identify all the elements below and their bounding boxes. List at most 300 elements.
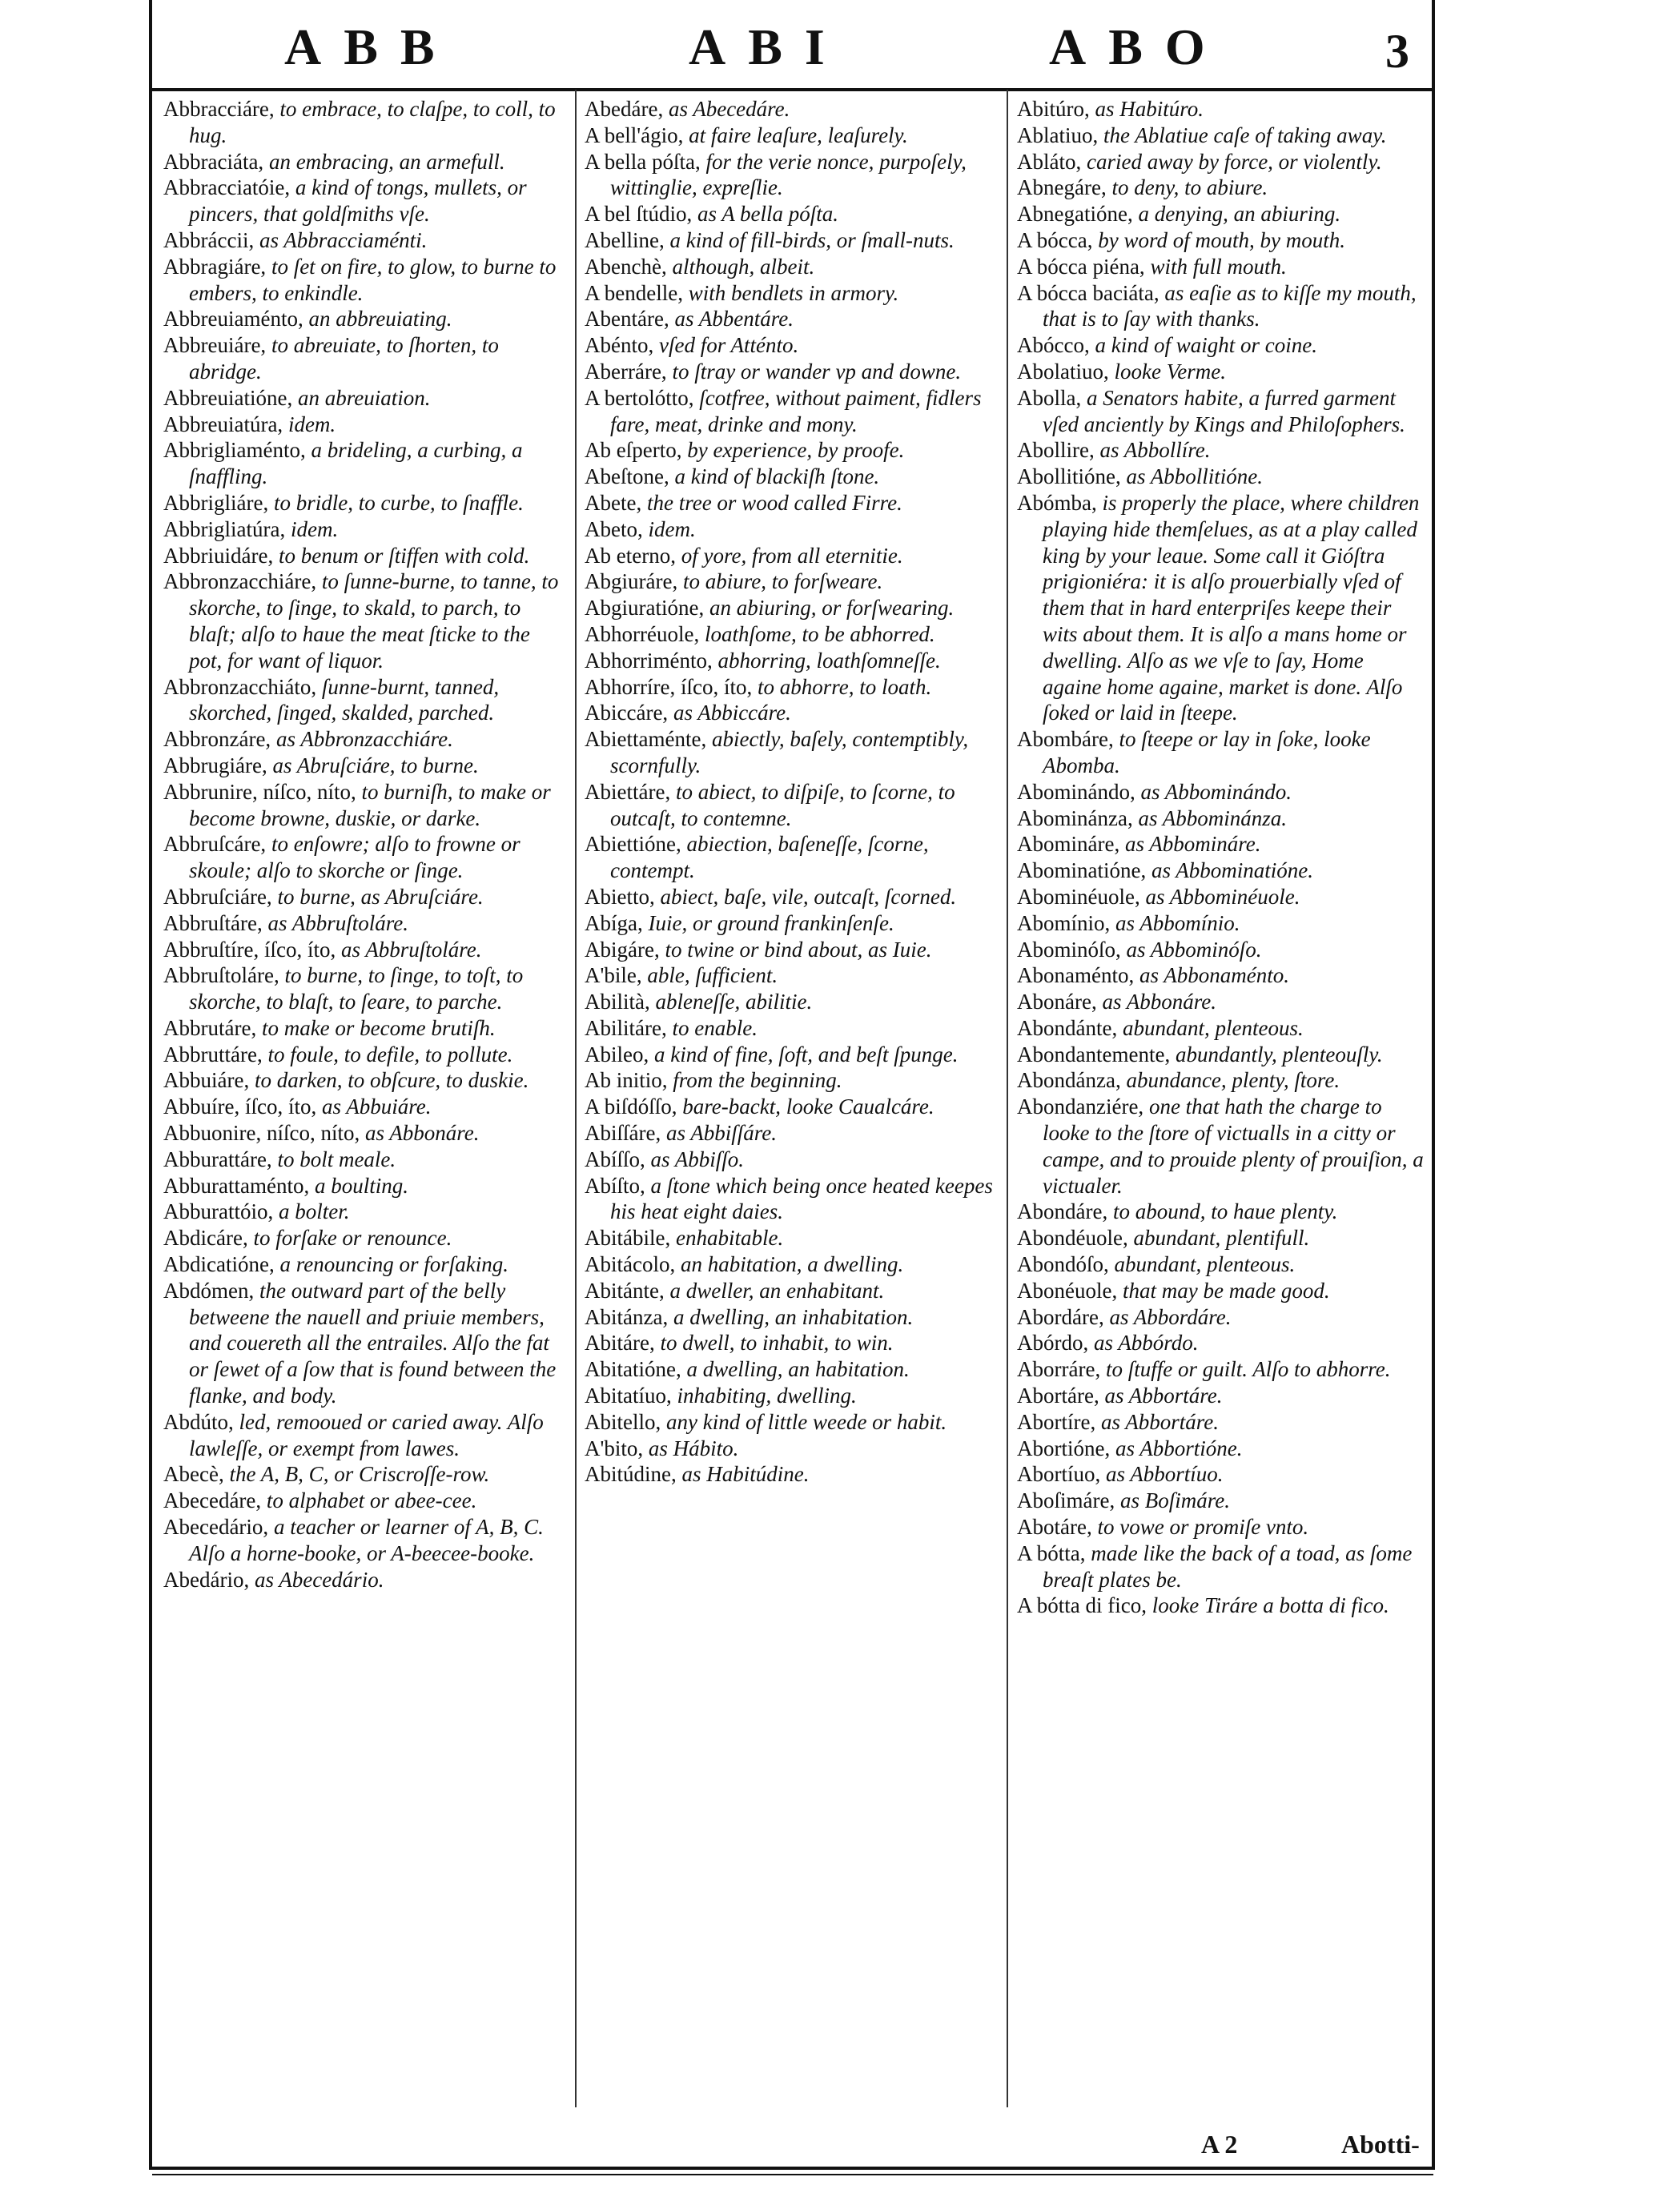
dictionary-entry <box>1017 779 1425 805</box>
dictionary-entry <box>163 227 564 254</box>
dictionary-entry <box>585 831 997 884</box>
dictionary-entry <box>163 1225 564 1251</box>
entry-headword: Abilitáre, <box>585 1015 667 1040</box>
entry-headword: Abiettáre, <box>585 779 671 804</box>
dictionary-entry <box>585 1120 997 1147</box>
dictionary-entry <box>1017 1488 1425 1514</box>
entry-headword: Abeto, <box>585 516 643 541</box>
dictionary-entry <box>585 437 997 464</box>
entry-headword: Abbrigliatúra, <box>163 516 286 541</box>
entry-headword: Abbrutáre, <box>163 1015 257 1040</box>
dictionary-entry <box>163 385 564 412</box>
dictionary-entry <box>1017 937 1425 963</box>
entry-definition: a dwelling, an habitation. <box>681 1357 910 1382</box>
dictionary-entry <box>1017 359 1425 385</box>
dictionary-entry <box>585 937 997 963</box>
entry-headword: Abitello, <box>585 1409 661 1434</box>
entry-definition: abundant, plenteous. <box>1117 1015 1304 1040</box>
dictionary-entry <box>1017 385 1425 438</box>
entry-definition: loathſome, to be abhorred. <box>699 621 935 646</box>
entry-definition: a dweller, an enhabitant. <box>664 1278 885 1303</box>
entry-definition: abiection, baſeneſſe, ſcorne, contempt. <box>610 832 929 883</box>
catchword: Abotti- <box>1341 2130 1420 2159</box>
entry-definition: as Abbortáre. <box>1099 1384 1223 1408</box>
entry-headword: Abitúro, <box>1017 97 1090 121</box>
entry-definition: as Abbordáre. <box>1103 1304 1232 1329</box>
dictionary-entry <box>1017 1540 1425 1593</box>
entry-definition: a kind of blackiſh ſtone. <box>669 464 880 489</box>
entry-headword: Abitatióne, <box>585 1357 681 1382</box>
entry-definition: is properly the place, where children playing hide themſelues, as at a play called king by your leaue. Some call it Gióſtra prigioniéra: it is alſo prouerbially vſed of them that in hard enterpriſes keepe their wits about them. It is alſo a mans home or dwelling. Alſo as we vſe to ſay, Home againe home againe, market is done. Alſo ſoked or laid in ſteepe. <box>1043 490 1420 725</box>
entry-headword: Ab initio, <box>585 1068 668 1093</box>
entry-headword: Abbuonire, níſco, níto, <box>163 1121 360 1146</box>
entry-headword: Abominatióne, <box>1017 858 1147 883</box>
entry-definition: at faire leaſure, leaſurely. <box>683 123 908 147</box>
entry-definition: to ſet on fire, to glow, to burne to embers, to enkindle. <box>189 254 557 305</box>
dictionary-entry <box>163 937 564 963</box>
entry-definition: abundantly, plenteouſly. <box>1170 1042 1383 1066</box>
entry-headword: Abondóſo, <box>1017 1252 1109 1277</box>
dictionary-entry <box>585 490 997 516</box>
entry-headword: Abedário, <box>163 1567 250 1592</box>
dictionary-entry <box>163 1488 564 1514</box>
entry-definition: that may be made good. <box>1117 1278 1330 1303</box>
entry-definition: a kind of fine, ſoft, and beſt ſpunge. <box>649 1042 959 1066</box>
entry-definition: to burne, to ſinge, to toſt, to skorche, to blaſt, to ſeare, to parche. <box>189 963 524 1014</box>
entry-headword: Abecè, <box>163 1462 224 1487</box>
entry-definition: a ſtone which being once heated keepes his heat eight daies. <box>610 1173 993 1224</box>
entry-headword: Abitácolo, <box>585 1252 676 1277</box>
entry-definition: a bolter. <box>273 1199 350 1224</box>
entry-definition: to embrace, to claſpe, to coll, to hug. <box>189 97 556 147</box>
dictionary-entry <box>1017 1436 1425 1462</box>
entry-headword: Abbrunire, níſco, níto, <box>163 779 356 804</box>
entry-definition: as Abbonaménto. <box>1134 963 1289 988</box>
dictionary-entry <box>585 254 997 280</box>
dictionary-entry <box>1017 464 1425 490</box>
dictionary-entry <box>585 1067 997 1094</box>
dictionary-entry <box>163 306 564 332</box>
entry-headword: Abdicatióne, <box>163 1252 275 1277</box>
entry-definition: to abhorre, to loath. <box>752 674 932 699</box>
dictionary-entry <box>585 227 997 254</box>
entry-definition: idem. <box>283 412 336 436</box>
entry-definition: an habitation, a dwelling. <box>675 1252 904 1277</box>
entry-definition: as Habitúro. <box>1089 97 1204 121</box>
entry-headword: Aborráre, <box>1017 1357 1101 1382</box>
entry-definition: as Abbiſſo. <box>645 1147 745 1171</box>
entry-headword: Abitatíuo, <box>585 1384 672 1408</box>
entry-headword: Abbruſtíre, íſco, íto, <box>163 937 336 962</box>
dictionary-entry <box>163 1094 564 1120</box>
entry-headword: Abominóſo, <box>1017 937 1121 962</box>
dictionary-entry <box>585 201 997 227</box>
entry-definition: to twine or bind about, as Iuie. <box>659 937 932 962</box>
entry-headword: Abhorríre, íſco, íto, <box>585 674 753 699</box>
entry-headword: Abondánza, <box>1017 1068 1121 1093</box>
dictionary-entry <box>163 254 564 307</box>
entry-definition: as Abbronzacchiáre. <box>271 727 453 752</box>
running-head-center: ABI <box>689 18 847 75</box>
entry-headword: Abitábile, <box>585 1226 671 1251</box>
footer-rule <box>152 2167 1433 2170</box>
entry-definition: for the verie nonce, purpoſely, wittinglie, expreſlie. <box>610 149 967 200</box>
dictionary-entry <box>1017 1514 1425 1540</box>
entry-definition: to burniſh, to make or become browne, duskie, or darke. <box>189 779 551 830</box>
entry-headword: Abominéuole, <box>1017 884 1140 909</box>
entry-definition: by word of mouth, by mouth. <box>1092 227 1345 252</box>
entry-headword: Abilità, <box>585 990 650 1014</box>
entry-headword: Abbruttáre, <box>163 1042 263 1066</box>
entry-definition: as Abbortáre. <box>1095 1409 1219 1434</box>
footer-rule-thin <box>152 2174 1433 2175</box>
entry-definition: with bendlets in armory. <box>682 280 899 305</box>
entry-headword: Abbragiáre, <box>163 254 267 279</box>
entry-headword: Abbruſcáre, <box>163 832 267 857</box>
column-2 <box>585 96 997 1488</box>
entry-headword: Abortióne, <box>1017 1436 1111 1460</box>
dictionary-entry <box>585 516 997 543</box>
dictionary-entry <box>163 1278 564 1409</box>
entry-definition: looke Verme. <box>1108 359 1226 384</box>
entry-headword: A bócca piéna, <box>1017 254 1145 279</box>
entry-headword: Abíſſo, <box>585 1147 645 1171</box>
dictionary-entry <box>1017 149 1425 175</box>
entry-headword: Abbrigliáre, <box>163 490 269 515</box>
entry-definition: as Abbollitióne. <box>1120 464 1264 489</box>
entry-headword: Abortáre, <box>1017 1384 1099 1408</box>
entry-definition: as Abbiſſáre. <box>661 1121 777 1146</box>
dictionary-entry <box>585 962 997 989</box>
entry-headword: Abolla, <box>1017 385 1082 410</box>
entry-headword: Abhorréuole, <box>585 621 700 646</box>
dictionary-entry <box>1017 858 1425 884</box>
entry-definition: the tree or wood called Firre. <box>641 490 902 515</box>
entry-headword: Abiccáre, <box>585 701 669 725</box>
entry-definition: a brideling, a curbing, a ſnaffling. <box>189 438 523 489</box>
entry-definition: as Abbominánza. <box>1132 805 1287 830</box>
entry-definition: looke Tiráre a botta di fico. <box>1146 1593 1389 1618</box>
entry-headword: Ab eſperto, <box>585 438 682 463</box>
entry-headword: Abombáre, <box>1017 727 1114 752</box>
dictionary-entry <box>163 1461 564 1488</box>
dictionary-entry <box>163 332 564 385</box>
entry-definition: to bolt meale. <box>271 1147 396 1171</box>
dictionary-entry <box>585 123 997 149</box>
entry-headword: Abburattáre, <box>163 1147 272 1171</box>
entry-definition: to abreuiate, to ſhorten, to abridge. <box>189 333 499 384</box>
entry-definition: as Abbentáre. <box>669 307 794 331</box>
entry-headword: A bótta di fico, <box>1017 1593 1147 1618</box>
dictionary-entry <box>585 884 997 910</box>
entry-definition: the Ablatiue caſe of taking away. <box>1098 123 1387 147</box>
dictionary-entry <box>1017 1330 1425 1356</box>
dictionary-entry <box>1017 726 1425 779</box>
entry-headword: Abordáre, <box>1017 1304 1104 1329</box>
dictionary-entry <box>163 884 564 910</box>
entry-headword: Abete, <box>585 490 642 515</box>
entry-definition: as Abbominéuole. <box>1139 884 1300 909</box>
entry-headword: Abburattóio, <box>163 1199 274 1224</box>
dictionary-entry <box>163 1042 564 1068</box>
dictionary-entry <box>1017 884 1425 910</box>
entry-definition: as Abbomínio. <box>1110 910 1240 935</box>
entry-headword: Abbreuiatúra, <box>163 412 283 436</box>
dictionary-entry <box>1017 227 1425 254</box>
entry-definition: enhabitable. <box>670 1226 784 1251</box>
entry-headword: Abedáre, <box>585 97 664 121</box>
dictionary-entry <box>585 332 997 359</box>
dictionary-entry <box>585 1278 997 1304</box>
entry-headword: A bertolótto, <box>585 385 694 410</box>
entry-headword: Abietto, <box>585 884 655 909</box>
entry-definition: as Abbortióne. <box>1110 1436 1243 1460</box>
entry-headword: Abiettaménte, <box>585 727 707 752</box>
entry-headword: A bendelle, <box>585 280 683 305</box>
entry-headword: A bótta, <box>1017 1540 1086 1565</box>
entry-headword: Abbronzáre, <box>163 727 271 752</box>
entry-definition: to alphabet or abee-cee. <box>261 1488 477 1513</box>
entry-definition: as Abbollíre. <box>1094 438 1211 463</box>
entry-headword: Abitánza, <box>585 1304 669 1329</box>
entry-headword: A bell'ágio, <box>585 123 684 147</box>
running-head-right: ABO <box>1049 18 1228 75</box>
dictionary-entry <box>585 621 997 648</box>
entry-headword: Abbuíre, íſco, íto, <box>163 1095 317 1119</box>
entry-headword: Abigáre, <box>585 937 660 962</box>
entry-headword: Abbruſtoláre, <box>163 963 279 988</box>
entry-headword: Abotáre, <box>1017 1515 1092 1540</box>
entry-headword: Abondanziére, <box>1017 1095 1144 1119</box>
dictionary-entry <box>1017 910 1425 937</box>
dictionary-entry <box>163 149 564 175</box>
dictionary-entry <box>585 1225 997 1251</box>
entry-headword: Abecedáre, <box>163 1488 262 1513</box>
entry-headword: Abbruſtáre, <box>163 910 263 935</box>
entry-definition: to ſunne-burne, to tanne, to skorche, to ſinge, to skald, to parch, to blaſt; alſo to haue the meat ſticke to the pot, for want of liquor. <box>189 569 559 673</box>
entry-definition: an abreuiation. <box>292 385 431 410</box>
dictionary-entry <box>585 1147 997 1173</box>
dictionary-entry <box>1017 332 1425 359</box>
dictionary-entry <box>163 910 564 937</box>
dictionary-entry <box>163 1147 564 1173</box>
dictionary-entry <box>163 1514 564 1567</box>
entry-headword: Abbráccii, <box>163 227 255 252</box>
dictionary-entry <box>1017 989 1425 1015</box>
entry-definition: although, albeit. <box>666 254 815 279</box>
dictionary-entry <box>163 437 564 490</box>
entry-headword: Abbracciatóie, <box>163 175 291 200</box>
frame-left-rule <box>149 0 152 2170</box>
entry-definition: as Abbórdo. <box>1088 1331 1199 1356</box>
entry-headword: Abiettióne, <box>585 832 681 857</box>
entry-definition: as Abbomináre. <box>1119 832 1261 857</box>
dictionary-entry <box>585 1409 997 1436</box>
entry-headword: Abollitióne, <box>1017 464 1121 489</box>
entry-headword: A bella póſta, <box>585 149 701 174</box>
entry-headword: Abbraciáta, <box>163 149 264 174</box>
entry-definition: led, remooued or caried away. Alſo lawleſſe, or exempt from lawes. <box>189 1409 544 1460</box>
dictionary-entry <box>585 359 997 385</box>
dictionary-entry <box>1017 1461 1425 1488</box>
entry-headword: Aboſimáre, <box>1017 1488 1115 1513</box>
entry-definition: by experience, by proofe. <box>681 438 905 463</box>
entry-definition: as Abbonáre. <box>360 1121 480 1146</box>
entry-headword: Abonaménto, <box>1017 963 1135 988</box>
entry-definition: to burne, as Abruſciáre. <box>271 884 484 909</box>
entry-headword: Abondantemente, <box>1017 1042 1171 1066</box>
entry-definition: a boulting. <box>309 1173 408 1198</box>
entry-definition: vſed for Atténto. <box>653 333 799 358</box>
entry-definition: as eaſie as to kiſſe my mouth, that is to ſay with thanks. <box>1043 280 1417 331</box>
entry-definition: to benum or ſtiffen with cold. <box>273 543 530 568</box>
dictionary-entry <box>585 1383 997 1409</box>
dictionary-entry <box>1017 1015 1425 1042</box>
entry-headword: Abiſſáre, <box>585 1121 661 1146</box>
entry-definition: to ſteepe or lay in ſoke, looke Abomba. <box>1043 727 1371 777</box>
entry-headword: Abominánza, <box>1017 805 1133 830</box>
dictionary-entry <box>1017 1356 1425 1383</box>
dictionary-entry <box>1017 1251 1425 1278</box>
entry-headword: Abileo, <box>585 1042 649 1066</box>
entry-headword: Abbuiáre, <box>163 1068 250 1093</box>
entry-definition: ableneſſe, abilitie. <box>649 990 813 1014</box>
entry-headword: Abdicáre, <box>163 1226 248 1251</box>
entry-definition: as Abecedáre. <box>663 97 790 121</box>
entry-headword: Abelline, <box>585 227 665 252</box>
entry-definition: as Boſimáre. <box>1115 1488 1230 1513</box>
entry-definition: of yore, from all eternitie. <box>675 543 903 568</box>
dictionary-entry <box>1017 490 1425 726</box>
entry-definition: idem. <box>642 516 696 541</box>
dictionary-entry <box>163 1015 564 1042</box>
dictionary-entry <box>1017 805 1425 832</box>
dictionary-entry <box>585 1015 997 1042</box>
entry-definition: bare-backt, looke Caualcáre. <box>677 1095 934 1119</box>
dictionary-entry <box>163 962 564 1015</box>
dictionary-entry <box>585 989 997 1015</box>
entry-headword: Ablatiuo, <box>1017 123 1099 147</box>
entry-definition: abundant, plentifull. <box>1127 1226 1310 1251</box>
entry-definition: abiectly, baſely, contemptibly, scornfully. <box>610 727 969 777</box>
dictionary-entry <box>1017 831 1425 858</box>
entry-headword: Abénto, <box>585 333 654 358</box>
entry-headword: A bel ſtúdio, <box>585 202 693 227</box>
dictionary-entry <box>585 674 997 701</box>
entry-headword: Abócco, <box>1017 333 1090 358</box>
entry-definition: as Abbiccáre. <box>668 701 791 725</box>
dictionary-entry <box>163 779 564 832</box>
entry-headword: Abbracciáre, <box>163 97 275 121</box>
entry-definition: as A bella póſta. <box>692 202 839 227</box>
entry-definition: a renouncing or forſaking. <box>274 1252 508 1277</box>
dictionary-entry <box>1017 1094 1425 1199</box>
dictionary-entry <box>1017 962 1425 989</box>
dictionary-entry <box>163 568 564 673</box>
entry-headword: Abitúdine, <box>585 1462 677 1487</box>
entry-definition: to make or become brutiſh. <box>256 1015 496 1040</box>
dictionary-entry <box>1017 437 1425 464</box>
entry-definition: one that hath the charge to looke to the ſtore of victualls in a citty or campe, and to prouide plenty of prouiſion, a victualer. <box>1043 1095 1424 1198</box>
entry-headword: Abolatiuo, <box>1017 359 1109 384</box>
entry-definition: to foule, to defile, to pollute. <box>262 1042 513 1066</box>
dictionary-entry <box>163 516 564 543</box>
entry-headword: Abenchè, <box>585 254 667 279</box>
dictionary-entry <box>585 595 997 621</box>
entry-headword: Abondéuole, <box>1017 1226 1128 1251</box>
entry-definition: an abiuring, or forſwearing. <box>704 596 955 621</box>
entry-headword: Abondánte, <box>1017 1015 1118 1040</box>
entry-definition: abundance, plenty, ſtore. <box>1120 1068 1340 1093</box>
entry-definition: to abiure, to forſweare. <box>677 569 883 594</box>
entry-definition: as Abruſciáre, to burne. <box>267 753 479 777</box>
dictionary-entry <box>585 1356 997 1383</box>
dictionary-entry <box>585 543 997 569</box>
entry-definition: able, ſufficient. <box>641 963 778 988</box>
entry-headword: Abomínio, <box>1017 910 1111 935</box>
entry-headword: Abíſto, <box>585 1173 645 1198</box>
entry-definition: to ſtray or wander vp and downe. <box>666 359 962 384</box>
entry-headword: Abórdo, <box>1017 1331 1089 1356</box>
entry-definition: as Abecedário. <box>249 1567 384 1592</box>
dictionary-entry <box>585 1330 997 1356</box>
entry-headword: A'bile, <box>585 963 642 988</box>
dictionary-entry <box>163 1567 564 1593</box>
entry-definition: as Habitúdine. <box>676 1462 810 1487</box>
dictionary-entry <box>585 568 997 595</box>
entry-definition: to enable. <box>666 1015 758 1040</box>
dictionary-entry <box>163 674 564 727</box>
entry-definition: the outward part of the belly betweene the nauell and priuie members, and couereth all the entrailes. Alſo the fat or ſewet of a ſow that is found between the flanke, and body. <box>189 1278 557 1408</box>
entry-definition: from the beginning. <box>667 1068 842 1093</box>
entry-headword: Abgiuráre, <box>585 569 678 594</box>
entry-definition: as Abbonáre. <box>1096 990 1216 1014</box>
entry-definition: inhabiting, dwelling. <box>671 1384 857 1408</box>
dictionary-entry <box>1017 175 1425 201</box>
entry-definition: a kind of tongs, mullets, or pincers, that goldſmiths vſe. <box>189 175 527 227</box>
column-rule-2 <box>1007 90 1008 2107</box>
entry-definition: to bridle, to curbe, to ſnaffle. <box>268 490 524 515</box>
dictionary-entry <box>585 96 997 123</box>
entry-definition: a Senators habite, a furred garment vſed anciently by Kings and Philoſophers. <box>1043 385 1405 436</box>
entry-headword: Abominándo, <box>1017 779 1135 804</box>
entry-headword: Abeſtone, <box>585 464 669 489</box>
entry-definition: to forſake or renounce. <box>247 1226 452 1251</box>
entry-definition: Iuie, or ground frankinſenſe. <box>642 910 894 935</box>
dictionary-entry <box>1017 201 1425 227</box>
frame-right-rule <box>1432 0 1435 2170</box>
dictionary-entry <box>163 490 564 516</box>
entry-headword: Abhorriménto, <box>585 648 713 673</box>
entry-definition: the A, B, C, or Criscroſſe-row. <box>223 1462 490 1487</box>
dictionary-entry <box>1017 1593 1425 1619</box>
entry-headword: A biſdóſſo, <box>585 1095 677 1119</box>
entry-headword: Abnegatióne, <box>1017 202 1133 227</box>
dictionary-entry <box>585 1042 997 1068</box>
dictionary-entry <box>1017 280 1425 333</box>
entry-headword: Abbrugiáre, <box>163 753 267 777</box>
dictionary-entry <box>163 96 564 149</box>
dictionary-entry <box>1017 254 1425 280</box>
entry-headword: Abondáre, <box>1017 1199 1108 1224</box>
entry-definition: to abound, to haue plenty. <box>1107 1199 1338 1224</box>
entry-headword: Abláto, <box>1017 149 1082 174</box>
running-head-left: ABB <box>284 18 457 75</box>
entry-definition: to darken, to obſcure, to duskie. <box>249 1068 529 1093</box>
entry-definition: as Abbracciaménti. <box>254 227 428 252</box>
entry-definition: any kind of little weede or habit. <box>661 1409 947 1434</box>
dictionary-entry <box>1017 1278 1425 1304</box>
